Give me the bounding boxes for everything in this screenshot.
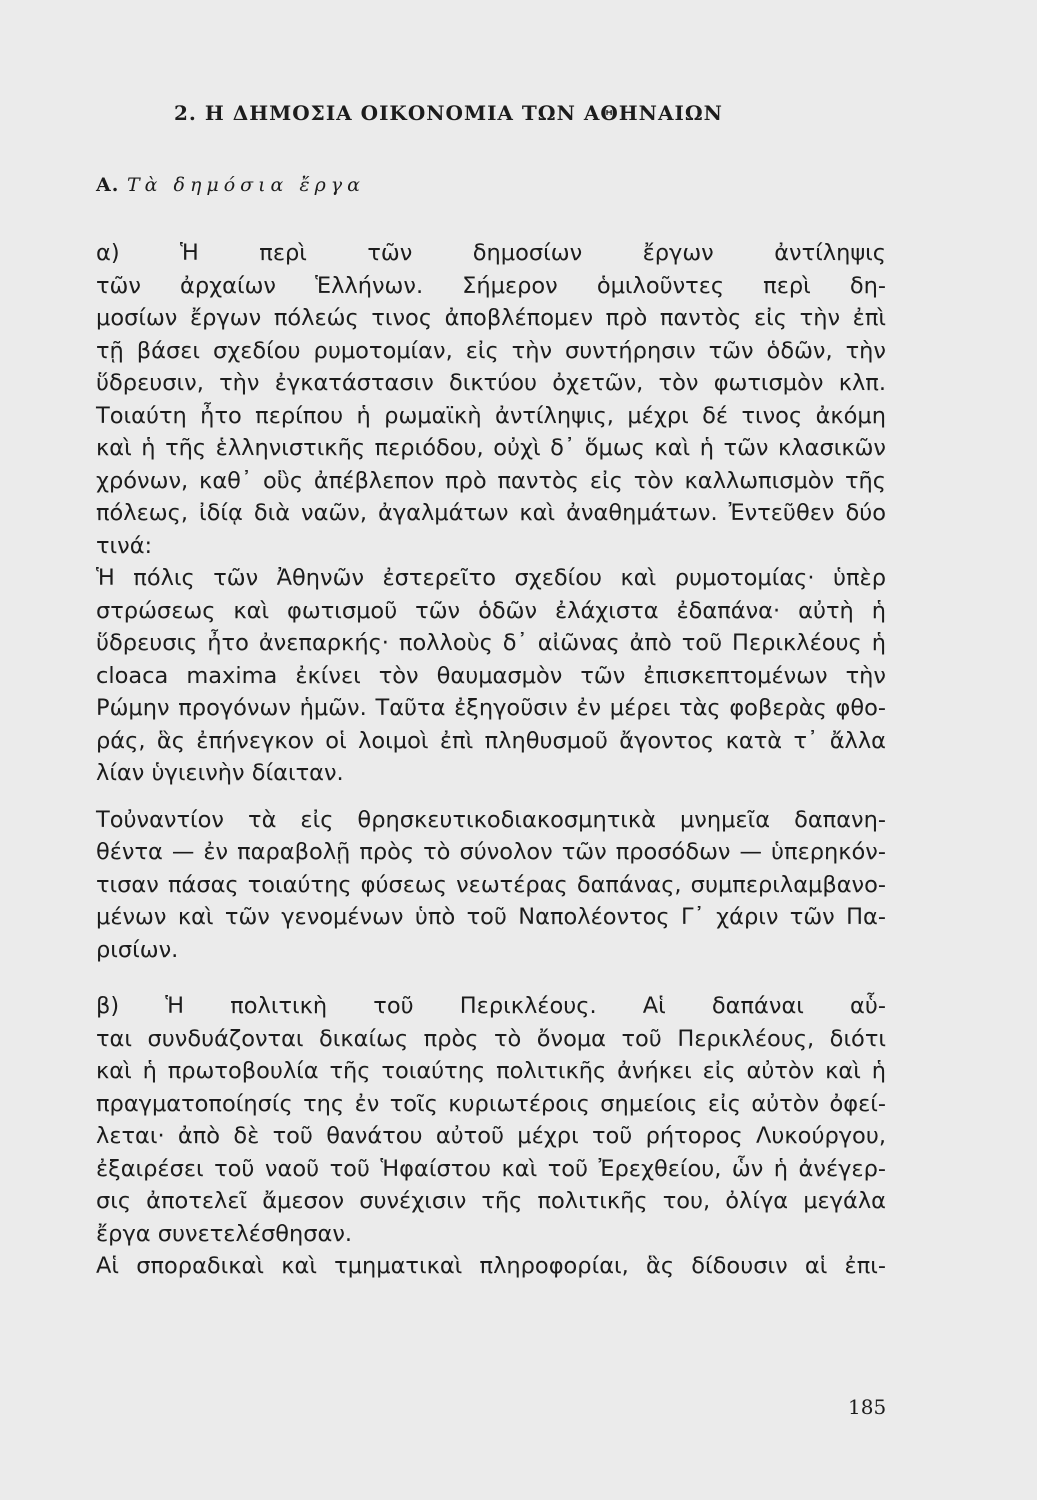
section-label: Α. xyxy=(96,174,120,196)
section-title: Τὰ δημόσια ἔργα xyxy=(126,174,365,196)
text-line: β) Ἡ πολιτικὴ τοῦ Περικλέους. Αἱ δαπάναι αὗ- xyxy=(96,993,886,1019)
text-line: Τοιαύτη ἦτο περίπου ἡ ρωμαϊκὴ ἀντίληψις, μέχρι δέ τινος ἀκόμη xyxy=(96,402,886,429)
text-line: Αἱ σποραδικαὶ καὶ τμηματικαὶ πληροφορίαι, ἃς δίδουσιν αἱ ἐπι- xyxy=(96,1253,886,1279)
text-line: μοσίων ἔργων πόλεώς τινος ἀποβλέπομεν πρὸ παντὸς εἰς τὴν ἐπὶ xyxy=(96,305,886,331)
paragraph-gap xyxy=(96,790,886,804)
text-line: ρισίων. xyxy=(96,936,179,963)
text-line: πόλεως, ἰδίᾳ διὰ ναῶν, ἀγαλμάτων καὶ ἀναθημάτων. Ἐντεῦθεν δύο xyxy=(96,500,886,526)
text-line: ὕδρευσιν, τὴν ἐγκατάστασιν δικτύου ὀχετῶν, τὸν φωτισμὸν κλπ. xyxy=(96,370,886,396)
text-line: μένων καὶ τῶν γενομένων ὑπὸ τοῦ Ναπολέοντος Γ᾽ χάριν τῶν Πα- xyxy=(96,904,886,930)
text-line: cloaca maxima ἐκίνει τὸν θαυμασμὸν τῶν ἐπισκεπτομένων τὴν xyxy=(96,662,886,689)
text-line: Ρώμην προγόνων ἡμῶν. Ταῦτα ἐξηγοῦσιν ἐν μέρει τὰς φοβερὰς φθο- xyxy=(96,695,886,721)
paragraph-religious-monuments xyxy=(96,804,886,967)
text-line: τῇ βάσει σχεδίου ρυμοτομίαν, εἰς τὴν συντήρησιν τῶν ὁδῶν, τὴν xyxy=(96,337,886,364)
text-line: πραγματοποίησίς της ἐν τοῖς κυριωτέροις σημείοις εἰς αὐτὸν ὀφεί- xyxy=(96,1090,886,1117)
text-line: καὶ ἡ πρωτοβουλία τῆς τοιαύτης πολιτικῆς ἀνήκει εἰς αὐτὸν καὶ ἡ xyxy=(96,1058,886,1084)
paragraph-sporadic-info xyxy=(96,1250,886,1283)
text-line: ται συνδυάζονται δικαίως πρὸς τὸ ὄνομα τοῦ Περικλέους, διότι xyxy=(96,1025,886,1052)
text-line: ἔργα συνετελέσθησαν. xyxy=(96,1220,353,1247)
paragraph-alpha xyxy=(96,237,886,562)
text-line: τισαν πάσας τοιαύτης φύσεως νεωτέρας δαπάνας, συμπεριλαμβανο- xyxy=(96,871,886,898)
text-line: στρώσεως καὶ φωτισμοῦ τῶν ὁδῶν ἐλάχιστα ἐδαπάνα· αὐτὴ ἡ xyxy=(96,597,886,624)
text-line: θέντα — ἐν παραβολῇ πρὸς τὸ σύνολον τῶν προσόδων — ὑπερηκόν- xyxy=(96,839,886,865)
text-line: λεται· ἀπὸ δὲ τοῦ θανάτου αὐτοῦ μέχρι τοῦ ρήτορος Λυκούργου, xyxy=(96,1123,886,1149)
text-line: Ἡ πόλις τῶν Ἀθηνῶν ἐστερεῖτο σχεδίου καὶ ρυμοτομίας· ὑπὲρ xyxy=(96,565,886,591)
text-line: τινά: xyxy=(96,532,153,559)
paragraph-beta xyxy=(96,990,886,1250)
text-line: ἐξαιρέσει τοῦ ναοῦ τοῦ Ἡφαίστου καὶ τοῦ Ἐρεχθείου, ὧν ἡ ἀνέγερ- xyxy=(96,1155,886,1182)
text-line: καὶ ἡ τῆς ἑλληνιστικῆς περιόδου, οὐχὶ δ᾽ ὅμως καὶ ἡ τῶν κλασικῶν xyxy=(96,435,886,461)
text-line: τῶν ἀρχαίων Ἑλλήνων. Σήμερον ὁμιλοῦντες περὶ δη- xyxy=(96,272,886,299)
text-line: α) Ἡ περὶ τῶν δημοσίων ἔργων ἀντίληψις xyxy=(96,240,886,266)
text-line: Τοὐναντίον τὰ εἰς θρησκευτικοδιακοσμητικὰ μνημεῖα δαπανη- xyxy=(96,806,886,833)
text-line: χρόνων, καθ᾽ οὓς ἀπέβλεπον πρὸ παντὸς εἰς τὸν καλλωπισμὸν τῆς xyxy=(96,467,886,494)
page-number: 185 xyxy=(848,1395,887,1419)
paragraph-athens-city xyxy=(96,562,886,790)
section-heading xyxy=(96,174,816,196)
text-line: λίαν ὑγιεινὴν δίαιταν. xyxy=(96,760,344,786)
body-text xyxy=(96,237,886,1283)
paragraph-gap xyxy=(96,966,886,990)
chapter-title: 2. Η ΔΗΜΟΣΙΑ ΟΙΚΟΝΟΜΙΑ ΤΩΝ ΑΘΗΝΑΙΩΝ xyxy=(174,101,723,125)
text-line: σις ἀποτελεῖ ἄμεσον συνέχισιν τῆς πολιτικῆς του, ὀλίγα μεγάλα xyxy=(96,1188,886,1214)
text-line: ράς, ἃς ἐπήνεγκον οἱ λοιμοὶ ἐπὶ πληθυσμοῦ ἄγοντος κατὰ τ᾽ ἄλλα xyxy=(96,727,886,754)
text-line: ὕδρευσις ἦτο ἀνεπαρκής· πολλοὺς δ᾽ αἰῶνας ἀπὸ τοῦ Περικλέους ἡ xyxy=(96,630,886,656)
